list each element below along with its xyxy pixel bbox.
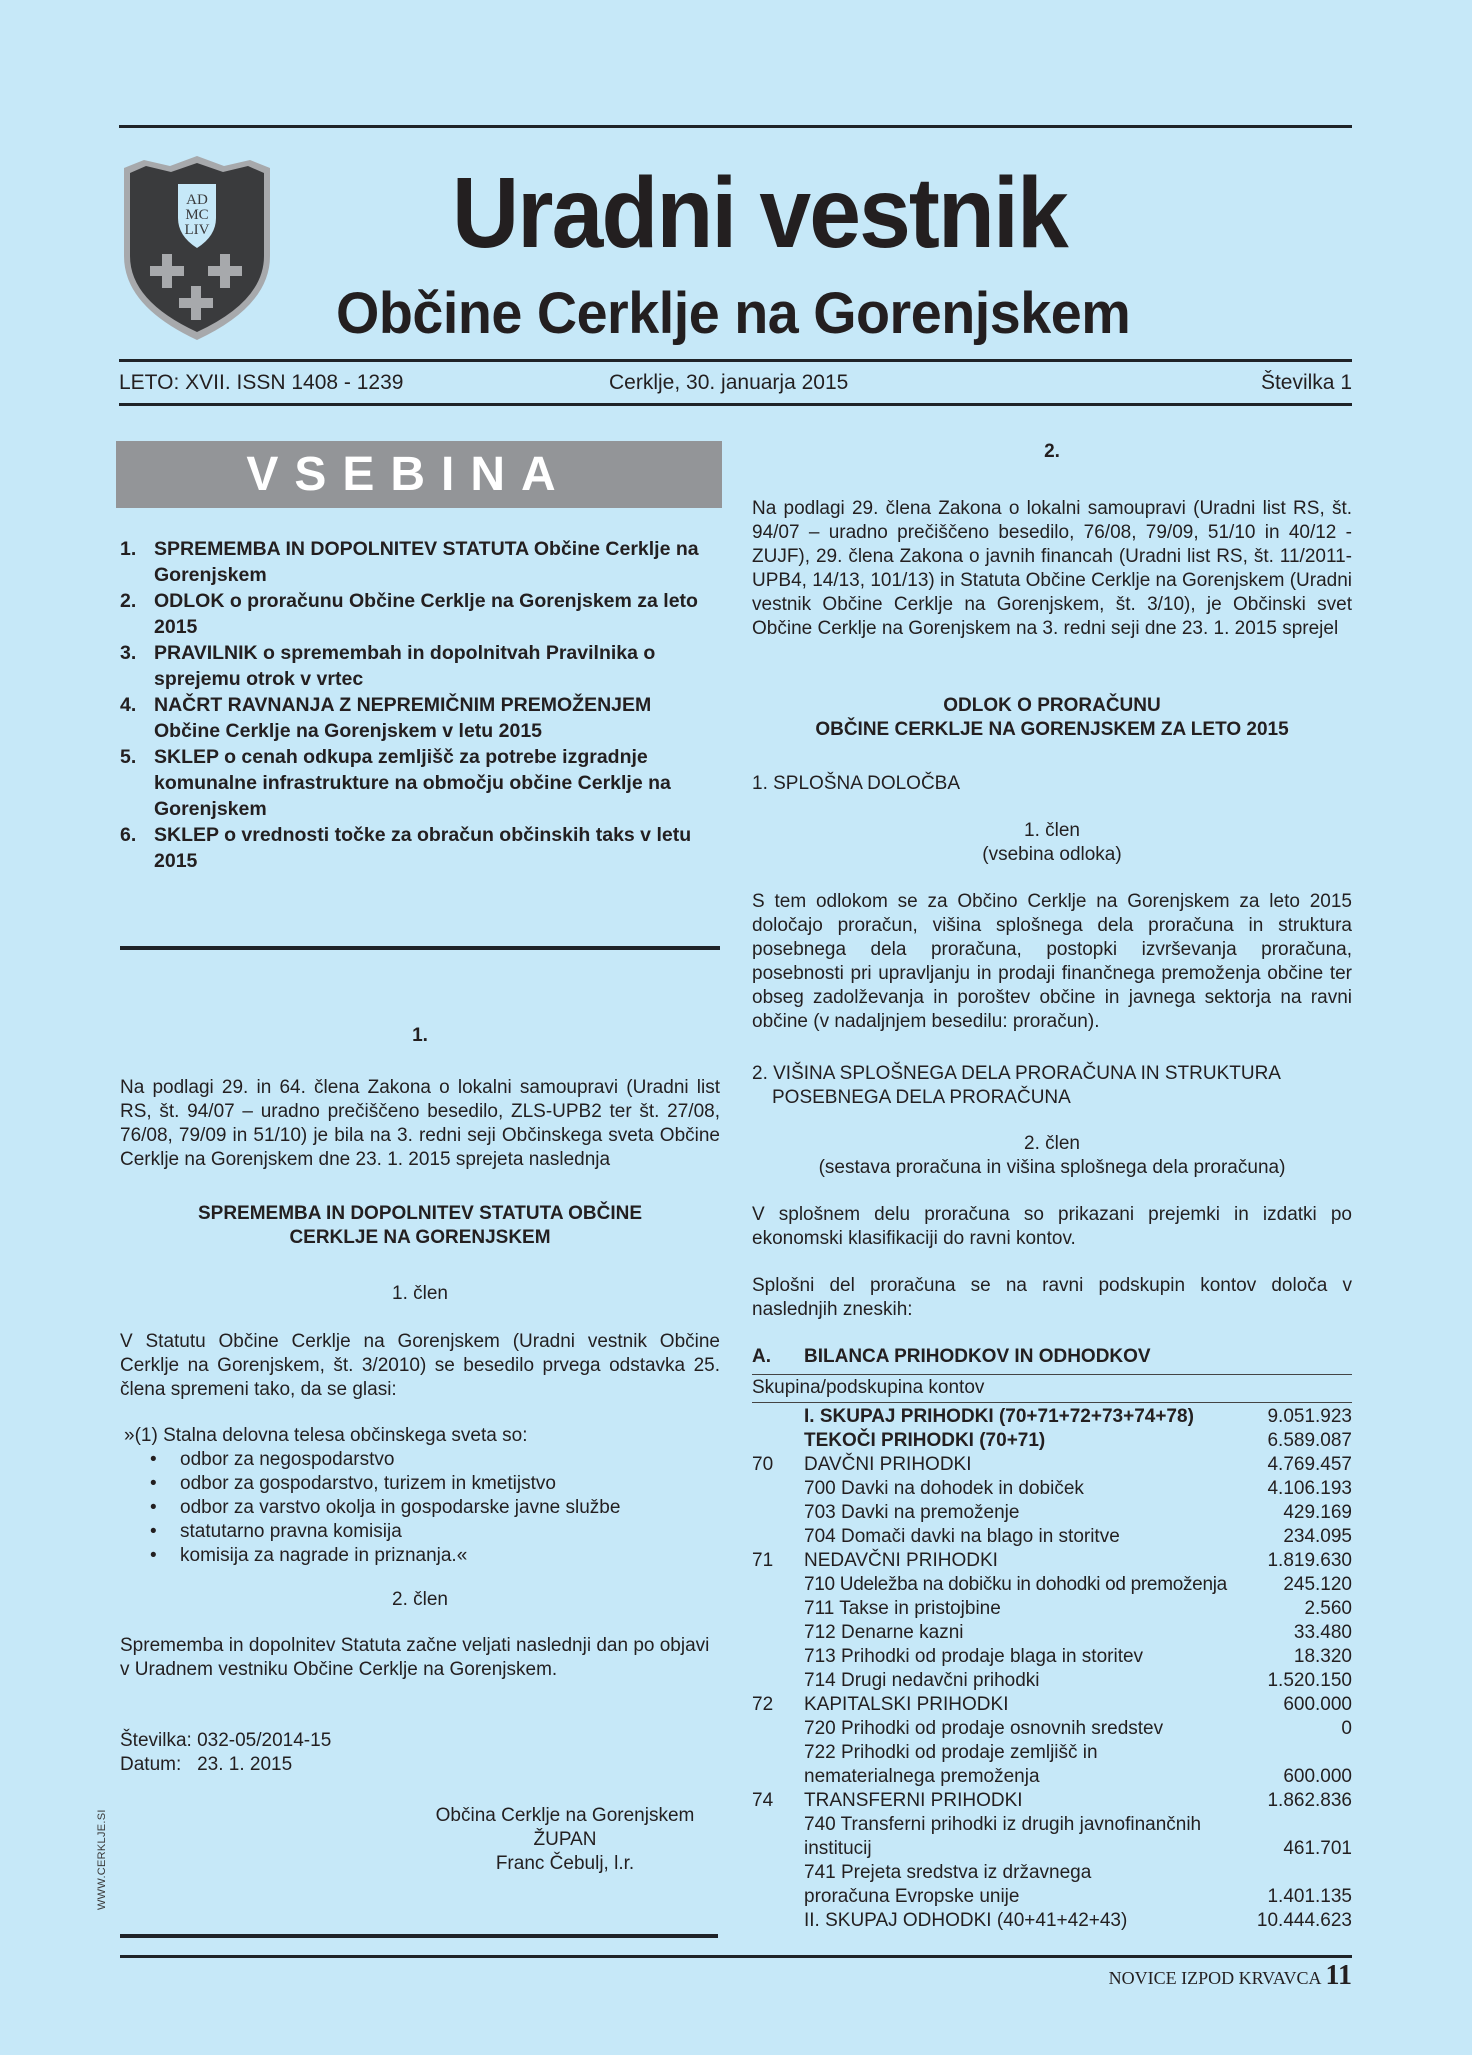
committee-item: • statutarno pravna komisija (120, 1520, 720, 1544)
article-1-number: 1. (412, 1025, 428, 1046)
toc-item-text: ODLOK o proračunu Občine Cerklje na Gorenjskem za leto 2015 (154, 590, 698, 638)
row-value: 1.401.135 (1267, 1886, 1352, 1907)
article-2-preamble: Na podlagi 29. člena Zakona o lokalni samoupravi (Uradni list RS, št. 94/07 – uradno prečiščeno besedilo, 76/08, 79/09, 51/10 in 40/12 - ZUJF), 29. člena Zakona o javnih financah (Uradni list RS, št. 11/2011-UPB4, 14/13, 101/13) in Statuta Občine Cerklje na Gorenjskem (Uradni vestnik Občine Cerklje na Gorenjskem, št. 3/10), je Občinski svet Občine Cerklje na Gorenjskem na 3. redni seji dne 23. 1. 2015 sprejel (752, 498, 1352, 639)
row-code (752, 1621, 804, 1645)
budget-section-title: BILANCA PRIHODKOV IN ODHODKOV (804, 1346, 1151, 1367)
row-label: 704 Domači davki na blago in storitve (804, 1526, 1120, 1547)
row-code (752, 1477, 804, 1501)
row-code (752, 1429, 804, 1453)
section-2-line1: 2. VIŠINA SPLOŠNEGA DELA PRORAČUNA IN STRUKTURA (752, 1063, 1281, 1084)
article-2-clen2-text1: V splošnem delu proračuna so prikazani prejemki in izdatki po ekonomski klasifikaciji do ravni kontov. (752, 1204, 1352, 1249)
reference-date: Datum: 23. 1. 2015 (120, 1754, 293, 1775)
signature-title: ŽUPAN (533, 1829, 597, 1850)
table-row (752, 1741, 1352, 1789)
page-bottom-rule (120, 1955, 1352, 1958)
svg-text:MC: MC (185, 207, 209, 223)
row-code: 70 (752, 1454, 774, 1475)
article-2-title (752, 694, 1352, 742)
year-issn: LETO: XVII. ISSN 1408 - 1239 (119, 371, 404, 394)
issue-number: Številka 1 (1260, 371, 1352, 394)
table-row (752, 1549, 1352, 1573)
committee-item: • odbor za varstvo okolja in gospodarske javne službe (120, 1496, 720, 1520)
committee-list (120, 1448, 720, 1568)
row-code (752, 1597, 804, 1621)
table-row (752, 1669, 1352, 1693)
row-label: 713 Prihodki od prodaje blaga in storitev (804, 1646, 1144, 1667)
row-value: 1.520.150 (1267, 1670, 1352, 1691)
budget-header-rule-top (752, 1374, 1352, 1375)
row-value: 600.000 (1283, 1694, 1352, 1715)
svg-text:AD: AD (186, 192, 208, 208)
toc-item-text: NAČRT RAVNANJA Z NEPREMIČNIM PREMOŽENJEM Občine Cerklje na Gorenjskem v letu 2015 (154, 694, 652, 742)
clen2-heading: 2. člen (1024, 1133, 1080, 1154)
masthead-subtitle: Občine Cerklje na Gorenjskem (336, 281, 1131, 346)
toc-item-number: 2. (120, 590, 137, 612)
row-value: 461.701 (1283, 1838, 1352, 1859)
row-code: 71 (752, 1550, 774, 1571)
article-2-number: 2. (1044, 441, 1060, 462)
row-label: 710 Udeležba na dobičku in dohodki od premoženja (804, 1574, 1227, 1595)
table-row (752, 1477, 1352, 1501)
toc-item[interactable] (120, 692, 720, 744)
article-1-title-line1: SPREMEMBA IN DOPOLNITEV STATUTA OBČINE (197, 1203, 643, 1224)
row-label: 712 Denarne kazni (804, 1622, 964, 1643)
table-row (752, 1573, 1352, 1597)
row-label: 720 Prihodki od prodaje osnovnih sredstev (804, 1718, 1164, 1739)
row-code (752, 1741, 804, 1789)
signature-org: Občina Cerklje na Gorenjskem (435, 1805, 695, 1826)
row-label: KAPITALSKI PRIHODKI (804, 1694, 1009, 1715)
row-label: NEDAVČNI PRIHODKI (804, 1550, 998, 1571)
row-label: 714 Drugi nedavčni prihodki (804, 1670, 1040, 1691)
row-code: 74 (752, 1790, 774, 1811)
article-1-title-line2: CERKLJE NA GORENJSKEM (289, 1227, 551, 1248)
toc-item-number: 4. (120, 694, 137, 716)
row-label: 703 Davki na premoženje (804, 1502, 1020, 1523)
committee-item: • odbor za negospodarstvo (120, 1448, 720, 1472)
toc-item-number: 5. (120, 746, 137, 768)
clen1-subtitle: (vsebina odloka) (982, 844, 1122, 865)
toc-item-text: PRAVILNIK o spremembah in dopolnitvah Pravilnika o sprejemu otrok v vrtec (154, 642, 656, 690)
article-1-clen1-heading: 1. člen (392, 1283, 448, 1304)
toc-item-number: 3. (120, 642, 137, 664)
row-value: 10.444.623 (1256, 1910, 1352, 1931)
toc-item-text: SPREMEMBA IN DOPOLNITEV STATUTA Občine Cerklje na Gorenjskem (154, 538, 699, 586)
page-number: 11 (1325, 1960, 1352, 1991)
article-2-clen1-text: S tem odlokom se za Občino Cerklje na Gorenjskem za leto 2015 določajo proračun, višina splošnega dela proračuna in struktura posebnega dela proračuna, postopki izvrševanja proračuna, posebnosti pri upravljanju in prodaji finančnega premoženja občine ter obseg zadolževanja in poroštev občine in javnega sektorja na ravni občine (v nadaljnjem besedilu: proračun). (752, 891, 1352, 1032)
row-code (752, 1669, 804, 1693)
toc-heading-box (116, 441, 722, 508)
toc-item[interactable] (120, 822, 720, 874)
row-value: 2.560 (1304, 1598, 1352, 1619)
publication-name: NOVICE IZPOD KRVAVCA (1108, 1968, 1322, 1988)
toc-item-number: 1. (120, 538, 137, 560)
article-1-title (120, 1202, 720, 1250)
article-2-clen2-text2: Splošni del proračuna se na ravni podskupin kontov določa v naslednjih zneskih: (752, 1275, 1352, 1320)
masthead-title: Uradni vestnik (452, 157, 1067, 269)
article-1-clen1-text: V Statutu Občine Cerklje na Gorenjskem (Uradni vestnik Občine Cerklje na Gorenjskem, št. 3/2010) se besedilo prvega odstavka 25. člena spremeni tako, da se glasi: (120, 1331, 720, 1400)
section-1-heading: 1. SPLOŠNA DOLOČBA (752, 773, 961, 794)
website-vertical-text: WWW.CERKLJE.SI (96, 1809, 108, 1910)
table-row (752, 1813, 1352, 1861)
row-label: 722 Prihodki od prodaje zemljišč in nematerialnega premoženja (804, 1742, 1098, 1787)
row-code (752, 1525, 804, 1549)
row-value: 245.120 (1283, 1574, 1352, 1595)
reference-number: Številka: 032-05/2014-15 (120, 1730, 332, 1751)
row-value: 4.769.457 (1267, 1454, 1352, 1475)
budget-header-rule-bottom (752, 1402, 1352, 1403)
budget-section-heading (752, 1345, 1352, 1369)
article-1-preamble: Na podlagi 29. in 64. člena Zakona o lokalni samoupravi (Uradni list RS, št. 94/07 – uradno prečiščeno besedilo, ZLS-UPB2 ter št. 27/08, 76/08, 79/09 in 51/10) je bila na 3. redni seji Občinskega sveta Občine Cerklje na Gorenjskem dne 23. 1. 2015 sprejeta naslednja (120, 1077, 720, 1170)
left-column-end-rule (120, 1934, 718, 1938)
coat-of-arms-logo (120, 156, 274, 340)
row-value: 6.589.087 (1267, 1430, 1352, 1451)
row-label: DAVČNI PRIHODKI (804, 1454, 972, 1475)
budget-table-header: Skupina/podskupina kontov (752, 1377, 985, 1398)
page-footer (1109, 1960, 1352, 1992)
row-code (752, 1573, 804, 1597)
toc-item[interactable] (120, 588, 720, 640)
row-label: 740 Transferni prihodki iz drugih javnofinančnih institucij (804, 1814, 1202, 1859)
row-value: 0 (1341, 1718, 1352, 1739)
table-row (752, 1909, 1352, 1933)
row-value: 1.862.836 (1267, 1790, 1352, 1811)
masthead-info-row (119, 371, 1352, 401)
toc-divider (120, 946, 720, 950)
committee-item: • komisija za nagrade in priznanja.« (120, 1544, 720, 1568)
article-1-reference (120, 1729, 720, 1777)
top-rule (119, 125, 1352, 128)
article-2-title-line1: ODLOK O PRORAČUNU (943, 695, 1161, 716)
table-row (752, 1501, 1352, 1525)
row-code (752, 1717, 804, 1741)
section-2-heading (752, 1062, 1352, 1110)
table-row (752, 1525, 1352, 1549)
row-code: 72 (752, 1694, 774, 1715)
table-row (752, 1453, 1352, 1477)
row-value: 4.106.193 (1267, 1478, 1352, 1499)
row-code (752, 1501, 804, 1525)
row-code (752, 1909, 804, 1933)
table-row (752, 1405, 1352, 1429)
toc-item-number: 6. (120, 824, 137, 846)
row-code (752, 1645, 804, 1669)
toc-item-text: SKLEP o vrednosti točke za obračun občinskih taks v letu 2015 (154, 824, 692, 872)
table-row (752, 1693, 1352, 1717)
article-2-clen1 (752, 819, 1352, 867)
masthead-rule-top (119, 359, 1352, 362)
row-value: 18.320 (1293, 1646, 1352, 1667)
toc-item[interactable] (120, 744, 720, 822)
row-label: I. SKUPAJ PRIHODKI (70+71+72+73+74+78) (804, 1406, 1194, 1427)
toc-item-text: SKLEP o cenah odkupa zemljišč za potrebe izgradnje komunalne infrastrukture na območju občine Cerklje na Gorenjskem (154, 746, 671, 820)
article-2-title-line2: OBČINE CERKLJE NA GORENJSKEM ZA LETO 2015 (815, 719, 1289, 740)
table-row (752, 1597, 1352, 1621)
masthead-rule-bottom (119, 403, 1352, 406)
row-label: 741 Prejeta sredstva iz državnega proračuna Evropske unije (804, 1862, 1092, 1907)
quote-intro: »(1) Stalna delovna telesa občinskega sveta so: (124, 1425, 528, 1446)
row-code (752, 1405, 804, 1429)
article-2-clen2 (752, 1132, 1352, 1180)
budget-table (752, 1405, 1352, 1933)
table-row (752, 1861, 1352, 1909)
toc-heading: VSEBINA (246, 448, 572, 501)
signature-name: Franc Čebulj, l.r. (495, 1853, 635, 1874)
row-value: 600.000 (1283, 1766, 1352, 1787)
place-date: Cerklje, 30. januarja 2015 (609, 371, 849, 394)
row-value: 429.169 (1283, 1502, 1352, 1523)
row-label: II. SKUPAJ ODHODKI (40+41+42+43) (804, 1910, 1128, 1931)
article-1-signature (410, 1804, 720, 1876)
table-row (752, 1429, 1352, 1453)
row-value: 9.051.923 (1267, 1406, 1352, 1427)
table-row (752, 1645, 1352, 1669)
svg-text:LIV: LIV (184, 222, 210, 238)
row-value: 1.819.630 (1267, 1550, 1352, 1571)
table-row (752, 1789, 1352, 1813)
table-row (752, 1621, 1352, 1645)
row-value: 33.480 (1293, 1622, 1352, 1643)
clen2-subtitle: (sestava proračuna in višina splošnega dela proračuna) (818, 1157, 1286, 1178)
section-2-line2: POSEBNEGA DELA PRORAČUNA (772, 1087, 1071, 1108)
row-label: 700 Davki na dohodek in dobiček (804, 1478, 1084, 1499)
row-label: 711 Takse in pristojbine (804, 1598, 1001, 1619)
table-of-contents (120, 536, 720, 874)
toc-item[interactable] (120, 536, 720, 588)
row-code (752, 1861, 804, 1909)
clen1-heading: 1. člen (1024, 820, 1080, 841)
article-1-clen2-heading: 2. člen (392, 1589, 448, 1610)
article-1-clen2-text: Sprememba in dopolnitev Statuta začne veljati naslednji dan po objavi v Uradnem vestniku Občine Cerklje na Gorenjskem. (120, 1635, 710, 1680)
row-label: TEKOČI PRIHODKI (70+71) (804, 1430, 1046, 1451)
row-label: TRANSFERNI PRIHODKI (804, 1790, 1023, 1811)
row-code (752, 1813, 804, 1861)
table-row (752, 1717, 1352, 1741)
budget-section-letter: A. (752, 1346, 771, 1367)
committee-item: • odbor za gospodarstvo, turizem in kmetijstvo (120, 1472, 720, 1496)
shield-icon (120, 156, 274, 340)
toc-item[interactable] (120, 640, 720, 692)
article-1-quote (120, 1424, 720, 1568)
row-value: 234.095 (1283, 1526, 1352, 1547)
